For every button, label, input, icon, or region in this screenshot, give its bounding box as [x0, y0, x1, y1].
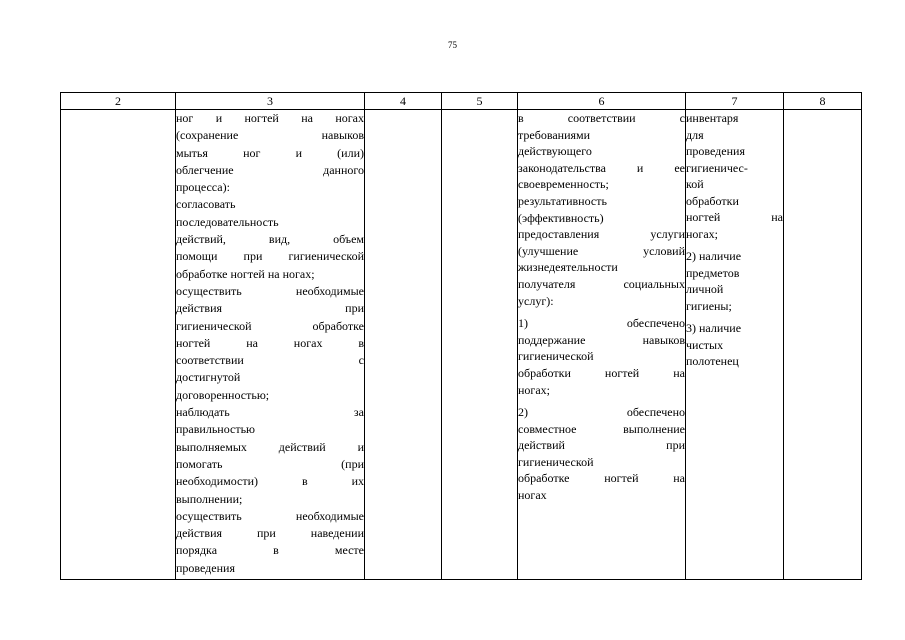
- text-line: инвентаря: [686, 111, 739, 125]
- text-line: обработки: [686, 193, 739, 208]
- header-row: [61, 93, 862, 110]
- text-line: услуг):: [518, 293, 554, 308]
- text-line: последовательность: [176, 214, 279, 229]
- text-line: для: [686, 127, 704, 142]
- text-line: законодательства и ее: [518, 160, 685, 175]
- text-line: договоренностью;: [176, 387, 270, 402]
- header-col-6: 6: [518, 93, 686, 110]
- text-line: порядка в месте: [176, 543, 364, 558]
- text-line: обработке ногтей на: [518, 471, 685, 486]
- text-line: чистых: [686, 337, 724, 352]
- text-line: согласовать: [176, 197, 236, 212]
- text-line: своевременность;: [518, 177, 609, 192]
- text-line: (эффективность): [518, 210, 604, 225]
- text-line: в соответствии с: [518, 111, 685, 125]
- text-line: совместное выполнение: [518, 421, 685, 436]
- header-col-4: 4: [365, 93, 442, 110]
- text-line: гигиены;: [686, 298, 732, 313]
- text-line: действующего: [518, 144, 592, 159]
- text-line: облегчение данного: [176, 162, 364, 177]
- text-line: полотенец: [686, 354, 739, 368]
- text-line: ногтей на ногах в: [176, 335, 364, 350]
- text-line: гигиенической обработке: [176, 318, 364, 333]
- text-line: (сохранение навыков: [176, 128, 364, 143]
- text-line: требованиями: [518, 127, 591, 142]
- text-line: действий при: [518, 438, 685, 453]
- text-line: осуществить необходимые: [176, 508, 364, 523]
- text-line: ног и ногтей на ногах: [176, 111, 364, 125]
- text-line: 3) наличие: [686, 321, 742, 335]
- services-table: [60, 92, 862, 580]
- text-line: проведения: [686, 144, 745, 158]
- text-line: 2) наличие: [686, 249, 742, 263]
- text-line: предоставления услуги: [518, 227, 685, 242]
- cell-col-5: [442, 110, 518, 580]
- text-line: 1) обеспечено: [518, 316, 685, 331]
- text-line: гигиеничес-: [686, 160, 748, 175]
- header-col-3: 3: [176, 93, 365, 110]
- cell-col-6: [518, 110, 686, 580]
- text-line: поддержание навыков: [518, 332, 685, 347]
- text-line: ногах;: [686, 226, 719, 241]
- text-line: выполнении;: [176, 491, 243, 506]
- text-line: действия при: [176, 301, 364, 316]
- text-line: получателя социальных: [518, 276, 685, 291]
- text-line: соответствии с: [176, 353, 364, 368]
- text-line: мытья ног и (или): [176, 145, 364, 160]
- cell-col-8: [784, 110, 862, 580]
- cell-col-4: [365, 110, 442, 580]
- text-line: действий, вид, объем: [176, 232, 364, 247]
- text-line: действия при наведении: [176, 526, 364, 541]
- page-number: 75: [448, 40, 457, 50]
- text-line: жизнедеятельности: [518, 260, 618, 275]
- text-line: наблюдать за: [176, 405, 364, 420]
- text-line: ногах: [518, 488, 547, 503]
- cell-col-2: [61, 110, 176, 580]
- header-col-7: 7: [686, 93, 784, 110]
- text-line: достигнутой: [176, 370, 241, 385]
- text-line: необходимости) в их: [176, 474, 364, 489]
- text-line: процесса):: [176, 180, 230, 195]
- text-line: кой: [686, 177, 704, 191]
- text-line: осуществить необходимые: [176, 283, 364, 298]
- text-line: проведения: [176, 560, 235, 575]
- cell-col-7: [686, 110, 784, 580]
- text-line: гигиенической: [518, 454, 594, 469]
- text-line: правильностью: [176, 422, 256, 437]
- text-line: помощи при гигиенической: [176, 249, 364, 264]
- text-line: ногтей на: [686, 210, 783, 224]
- text-line: 2) обеспечено: [518, 405, 685, 420]
- cell-col-3: [176, 110, 365, 580]
- text-line: (улучшение условий: [518, 243, 685, 258]
- text-line: обработки ногтей на: [518, 365, 685, 380]
- text-line: обработке ногтей на ногах;: [176, 266, 315, 281]
- text-line: помогать (при: [176, 456, 364, 471]
- table-row: [61, 110, 862, 580]
- text-line: предметов: [686, 265, 740, 280]
- text-line: личной: [686, 282, 724, 296]
- text-line: выполняемых действий и: [176, 439, 364, 454]
- header-col-2: 2: [61, 93, 176, 110]
- header-col-5: 5: [442, 93, 518, 110]
- header-col-8: 8: [784, 93, 862, 110]
- text-line: результативность: [518, 193, 607, 208]
- text-line: гигиенической: [518, 349, 594, 364]
- text-line: ногах;: [518, 382, 551, 397]
